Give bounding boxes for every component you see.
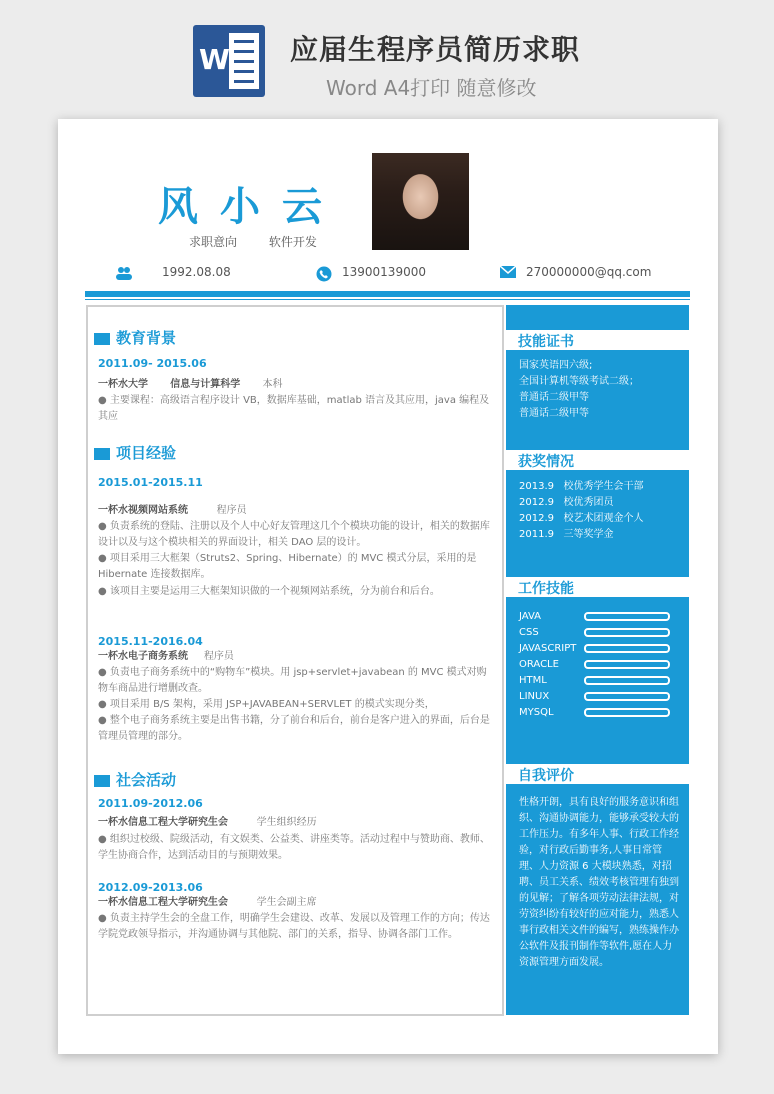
certificate-item: 普通话二级甲等	[519, 392, 589, 403]
project-date: 2015.01-2015.11	[98, 476, 203, 489]
education-heading: 教育背景	[94, 327, 176, 348]
projects-heading: 项目经验	[94, 442, 176, 463]
skill-label: JAVA	[519, 611, 542, 622]
skill-bar	[584, 644, 670, 653]
degree: 本科	[262, 379, 283, 390]
skill-label: ORACLE	[519, 659, 559, 670]
project-line: ● 该项目主要是运用三大框架知识做的一个视频网站系统，分为前台和后台。	[98, 586, 440, 597]
self-eval-text: 性格开朗，具有良好的服务意识和组织、沟通协调能力，能够承受较大的工作压力。有多年人事、行政工作经验，对行政后勤事务,人事日常管理、人力资源 6 大模块熟悉，对招聘、员工关系、绩效考核管理有独到的见解；了解各项劳动法律法规，对劳资纠纷有较好的应对能力，熟悉人事行政相关文件的编写，熟练操作办公软件及报刊制作等软件,愿在人力资源管理方面发展。	[519, 797, 679, 968]
project-entry	[98, 503, 493, 519]
phone-number: 13900139000	[342, 265, 426, 279]
social-heading: 社会活动	[94, 769, 176, 790]
email-address: 270000000@qq.com	[526, 265, 652, 279]
project-role: 程序员	[216, 505, 247, 516]
skill-label: CSS	[519, 627, 539, 638]
mail-icon	[500, 266, 516, 280]
social-org: 一杯水信息工程大学研究生会	[98, 817, 228, 828]
project-date: 2015.11-2016.04	[98, 635, 203, 648]
certificate-item: 普通话二级甲等	[519, 408, 589, 419]
word-icon-letter: W	[199, 43, 230, 76]
email-contact	[500, 265, 651, 280]
sidebar	[506, 305, 689, 1015]
award-item: 2012.9 校优秀团员	[519, 497, 614, 508]
social-role: 学生会副主席	[256, 897, 317, 908]
education-courses: ● 主要课程：高级语言程序设计 VB，数据库基础，matlab 语言及其应用，java 编程及其应	[98, 395, 490, 422]
word-icon	[193, 25, 265, 97]
skill-bar	[584, 692, 670, 701]
social-role: 学生组织经历	[256, 817, 317, 828]
skill-bar	[584, 612, 670, 621]
user-icon	[116, 266, 132, 280]
divider	[85, 291, 690, 297]
project-entry	[98, 649, 493, 665]
job-intent-label: 求职意向	[189, 235, 238, 249]
picture-icon	[94, 775, 110, 787]
skill-label: HTML	[519, 675, 547, 686]
award-item: 2012.9 校艺术团观金个人	[519, 513, 644, 524]
project-line: ● 负责电子商务系统中的“购物车”模块。用 jsp+servlet+javabean 的 MVC 模式对购物车商品进行增删改查。	[98, 667, 487, 694]
skill-bar	[584, 628, 670, 637]
project-name: 一杯水视频网站系统	[98, 505, 188, 516]
main-column	[86, 305, 504, 1016]
profile-photo	[372, 153, 469, 250]
document-subtitle: Word A4打印 随意修改	[326, 76, 537, 100]
social-line: ● 组织过校级、院级活动，有文娱类、公益类、讲座类等。活动过程中与赞助商、教师、学生协商合作，达到活动目的与预期效果。	[98, 834, 490, 861]
project-name: 一杯水电子商务系统	[98, 651, 188, 662]
monitor-icon	[94, 448, 110, 460]
certificate-item: 全国计算机等级考试二级；	[519, 376, 639, 387]
project-line: ● 整个电子商务系统主要是出售书籍，分了前台和后台，前台是客户进入的界面，后台是管理员管理的部分。	[98, 715, 490, 742]
social-date: 2012.09-2013.06	[98, 881, 203, 894]
document-title: 应届生程序员简历求职	[290, 33, 581, 66]
awards-heading: 获奖情况	[506, 450, 689, 470]
skill-label: MYSQL	[519, 707, 554, 718]
skill-bar	[584, 676, 670, 685]
phone-contact	[316, 265, 426, 280]
certificate-item: 国家英语四六级;	[519, 360, 593, 371]
social-org: 一杯水信息工程大学研究生会	[98, 897, 228, 908]
education-date: 2011.09- 2015.06	[98, 357, 207, 370]
social-entry	[98, 895, 493, 911]
social-date: 2011.09-2012.06	[98, 797, 203, 810]
job-intent	[189, 233, 345, 250]
birth-date: 1992.08.08	[162, 265, 231, 279]
skill-label: LINUX	[519, 691, 550, 702]
social-entry	[98, 815, 493, 831]
candidate-name: 风小云	[158, 184, 344, 230]
skill-label: JAVASCRIPT	[519, 643, 577, 654]
job-intent-value: 软件开发	[268, 235, 317, 249]
project-line: ● 项目采用 B/S 架构，采用 JSP+JAVABEAN+SERVLET 的模式实现分类，	[98, 699, 435, 710]
skill-bar	[584, 660, 670, 669]
self-eval-heading: 自我评价	[506, 764, 689, 784]
social-line: ● 负责主持学生会的全盘工作，明确学生会建设、改革、发展以及管理工作的方向；传达学院党政领导指示，并沟通协调与其他院、部门的关系，指导、协调各部门工作。	[98, 913, 490, 940]
award-item: 2013.9 校优秀学生会干部	[519, 481, 644, 492]
skills-heading: 工作技能	[506, 577, 689, 597]
resume-page	[58, 119, 718, 1054]
project-line: ● 负责系统的登陆、注册以及个人中心好友管理这几个个模块功能的设计，相关的数据库设计以及与这个模块相关的界面设计，相关 DAO 层的设计。	[98, 521, 490, 548]
major-name: 信息与计算科学	[170, 379, 241, 390]
project-line: ● 项目采用三大框架（Struts2、Spring、Hibernate）的 MVC 模式分层，采用的是 Hibernate 连接数据库。	[98, 553, 477, 580]
phone-icon	[316, 266, 332, 280]
school-name: 一杯水大学	[98, 379, 148, 390]
award-item: 2011.9 三等奖学金	[519, 529, 614, 540]
certificates-heading: 技能证书	[506, 330, 689, 350]
skill-bar	[584, 708, 670, 717]
project-role: 程序员	[203, 651, 234, 662]
divider	[85, 299, 690, 300]
birth-contact	[116, 265, 231, 280]
education-entry	[98, 377, 493, 393]
graduation-cap-icon	[94, 333, 110, 345]
